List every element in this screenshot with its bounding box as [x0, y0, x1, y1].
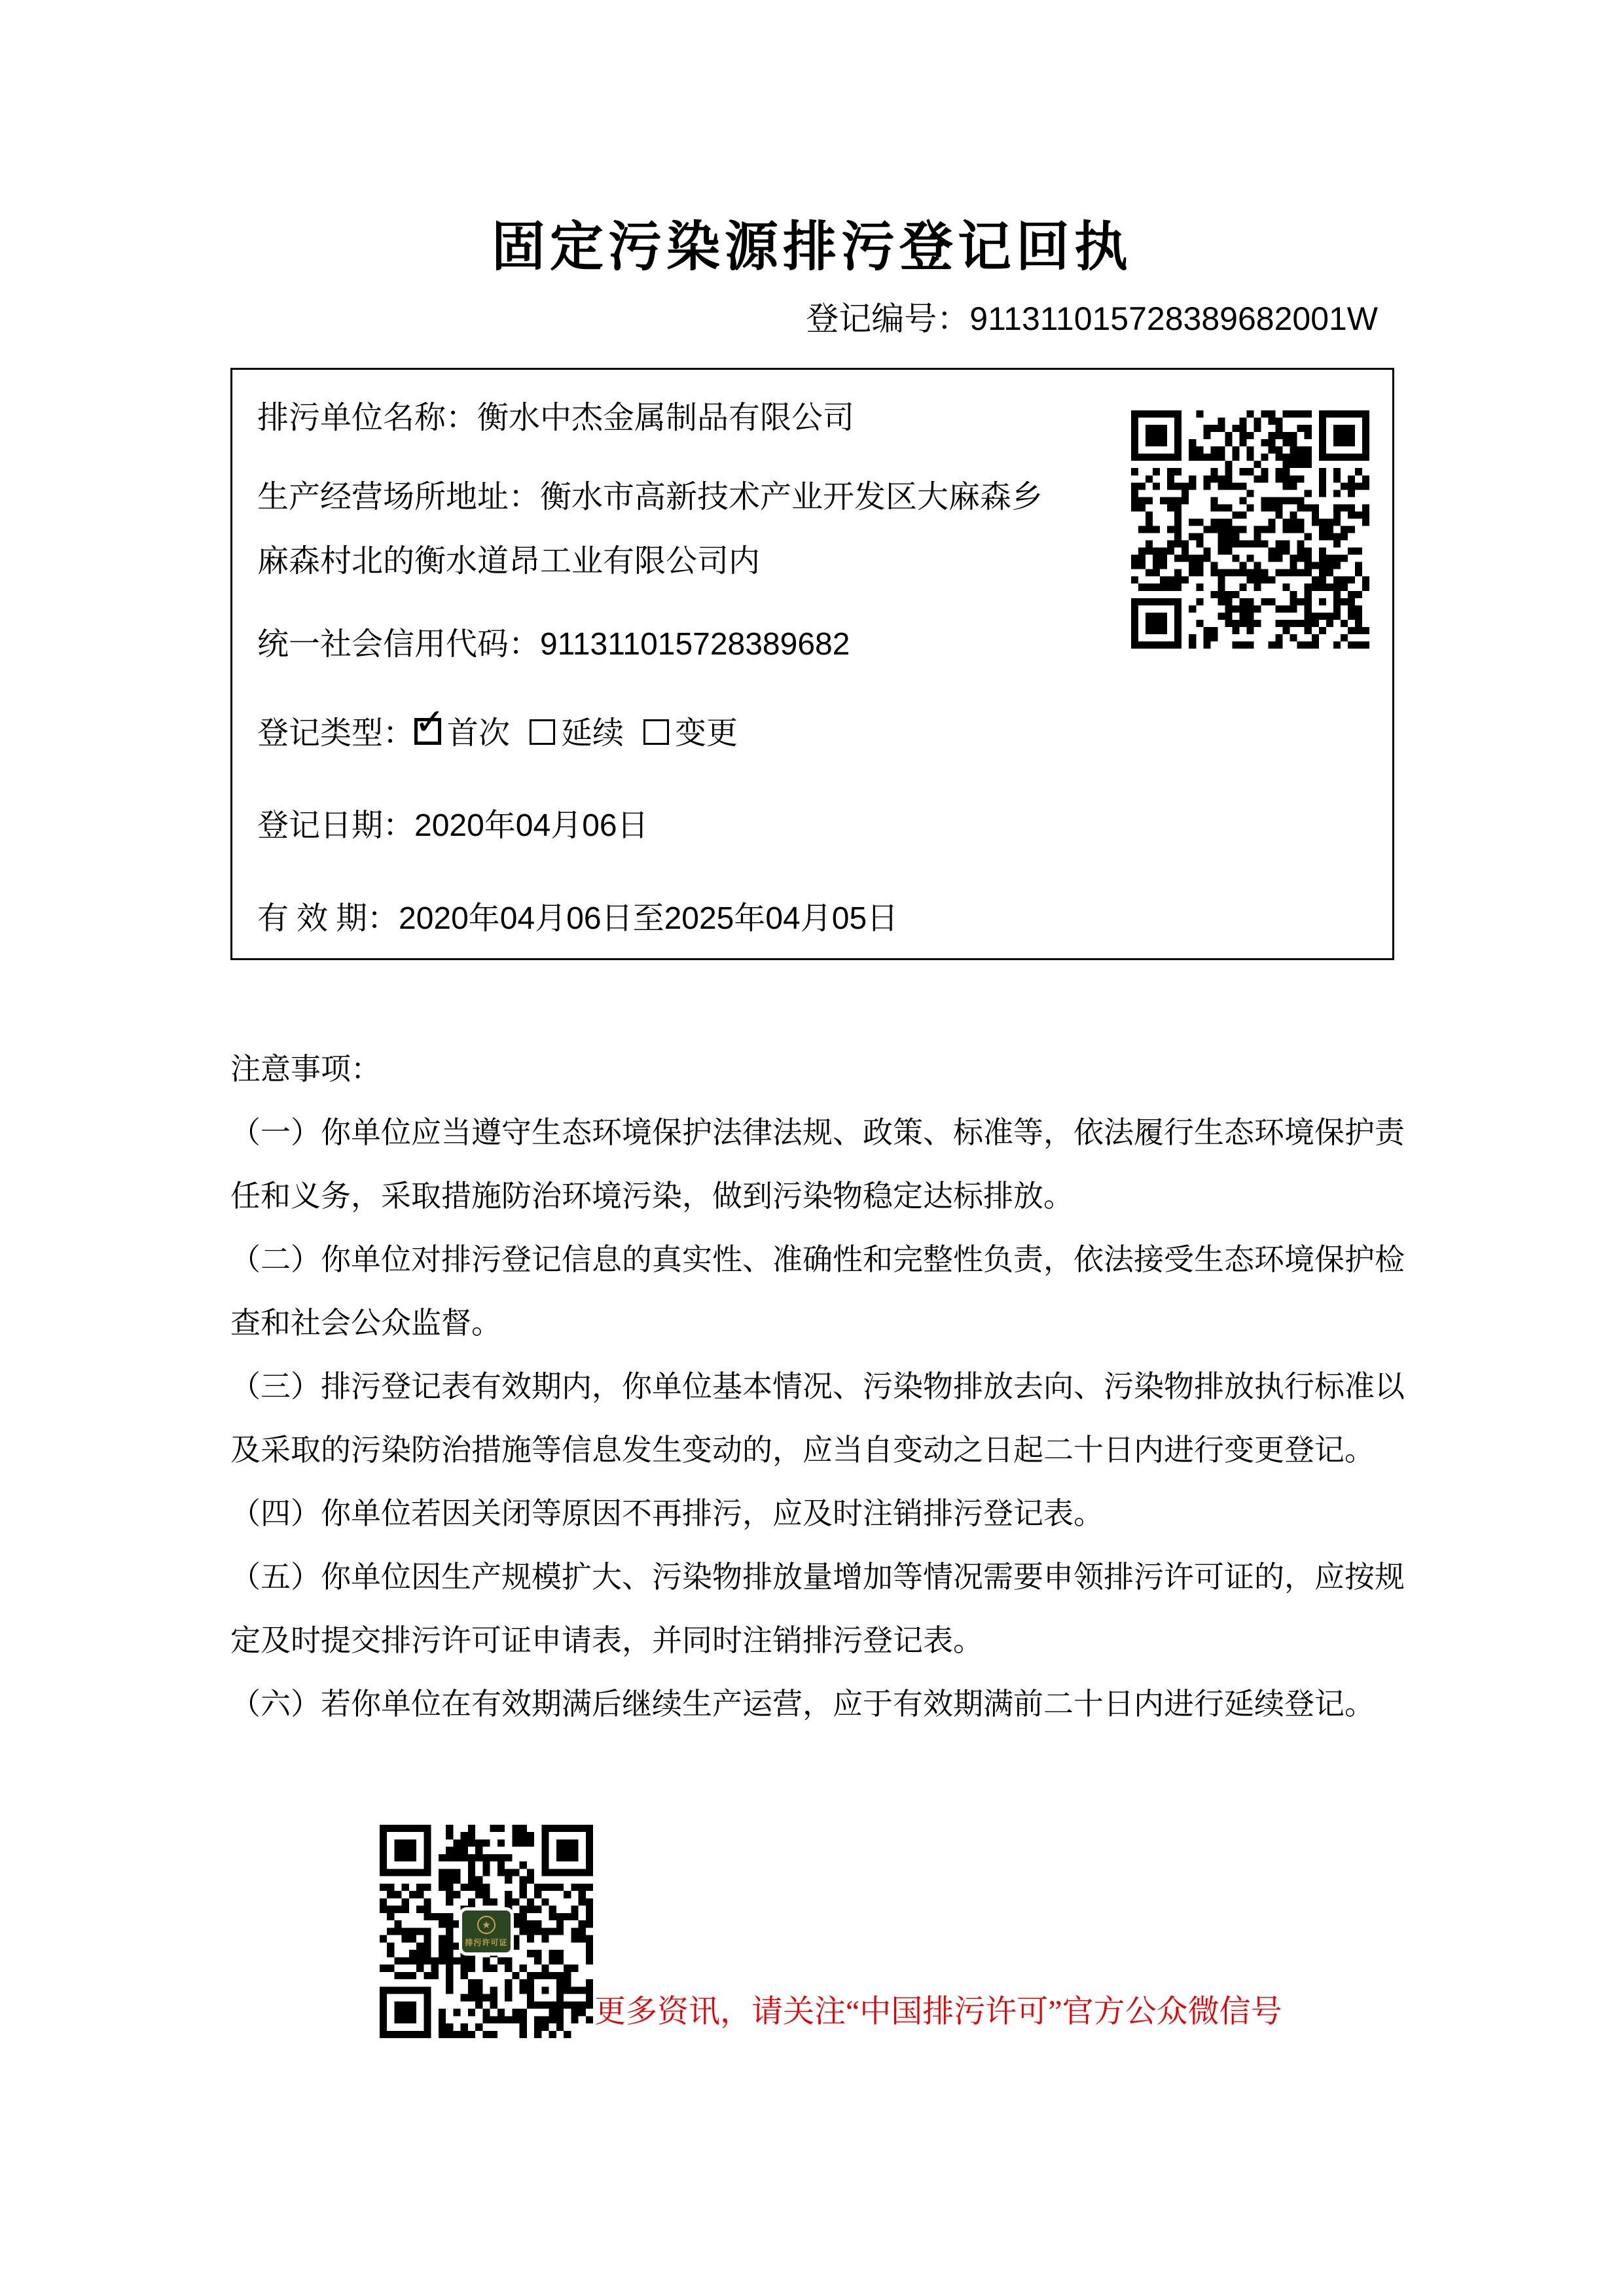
validity-label: 有 效 期：	[257, 901, 399, 936]
wechat-qr-code	[380, 1825, 593, 2038]
validity-value: 2020年04月06日至2025年04月05日	[399, 901, 899, 936]
option-label: 变更	[675, 716, 738, 751]
address-value-line1: 衡水市高新技术产业开发区大麻森乡	[540, 480, 1043, 514]
unit-name-value: 衡水中杰金属制品有限公司	[477, 401, 855, 435]
registration-type-option-renewal	[530, 716, 624, 751]
registration-date-value: 2020年04月06日	[414, 808, 649, 843]
note-line: （一）你单位应当遵守生态环境保护法律法规、政策、标准等，依法履行生态环境保护责	[230, 1116, 1405, 1149]
note-line: 及采取的污染防治措施等信息发生变动的，应当自变动之日起二十日内进行变更登记。	[230, 1433, 1375, 1467]
field-registration-date	[257, 809, 649, 843]
field-credit-code	[257, 628, 850, 662]
note-line: 查和社会公众监督。	[230, 1306, 501, 1340]
note-line: 定及时提交排污许可证申请表，并同时注销排污登记表。	[230, 1624, 983, 1657]
unit-name-label: 排污单位名称：	[257, 401, 478, 435]
permit-logo	[459, 1907, 514, 1956]
field-registration-type	[257, 717, 757, 751]
page-title: 固定污染源排污登记回执	[491, 217, 1132, 277]
field-validity	[257, 902, 898, 936]
national-emblem-icon: ★	[477, 1916, 496, 1934]
registration-number-label: 登记编号：	[806, 300, 970, 337]
registration-qr-code	[1131, 410, 1369, 649]
registration-type-label: 登记类型：	[257, 716, 415, 751]
registration-date-label: 登记日期：	[257, 808, 415, 843]
wechat-notice: 更多资讯，请关注“中国排污许可”官方公众微信号	[594, 1994, 1282, 2029]
credit-code-value: 911311015728389682	[540, 627, 850, 662]
note-line: 任和义务，采取措施防治环境污染，做到污染物稳定达标排放。	[230, 1179, 1074, 1213]
credit-code-label: 统一社会信用代码：	[257, 627, 541, 662]
field-address-line2	[257, 545, 760, 579]
checkbox-checked-icon	[414, 718, 441, 745]
option-label: 延续	[561, 716, 624, 751]
note-line: （五）你单位因生产规模扩大、污染物排放量增加等情况需要申领排污许可证的，应按规	[230, 1560, 1405, 1594]
registration-type-option-change	[643, 716, 738, 751]
registration-number-value: 911311015728389682001W	[969, 300, 1378, 337]
registration-type-option-first	[414, 716, 510, 751]
address-value-line2: 麻森村北的衡水道昂工业有限公司内	[257, 544, 761, 579]
registration-number	[806, 300, 1378, 338]
note-line: （六）若你单位在有效期满后继续生产运营，应于有效期满前二十日内进行延续登记。	[230, 1687, 1375, 1721]
field-unit-name	[257, 401, 854, 435]
note-line: （四）你单位若因关闭等原因不再排污，应及时注销排污登记表。	[230, 1497, 1104, 1530]
note-line: （三）排污登记表有效期内，你单位基本情况、污染物排放去向、污染物排放执行标准以	[230, 1370, 1405, 1403]
notes-lines	[230, 1101, 1409, 1736]
option-label: 首次	[447, 716, 511, 751]
field-address-line1	[257, 480, 1043, 514]
checkbox-unchecked-icon	[643, 719, 669, 745]
checkbox-unchecked-icon	[530, 719, 555, 745]
notes-section	[230, 1037, 1409, 1736]
notes-heading: 注意事项：	[230, 1052, 381, 1086]
note-line: （二）你单位对排污登记信息的真实性、准确性和完整性负责，依法接受生态环境保护检	[230, 1243, 1405, 1276]
address-label: 生产经营场所地址：	[257, 480, 541, 514]
info-box	[230, 368, 1394, 960]
permit-logo-text: 排污许可证	[465, 1937, 508, 1947]
